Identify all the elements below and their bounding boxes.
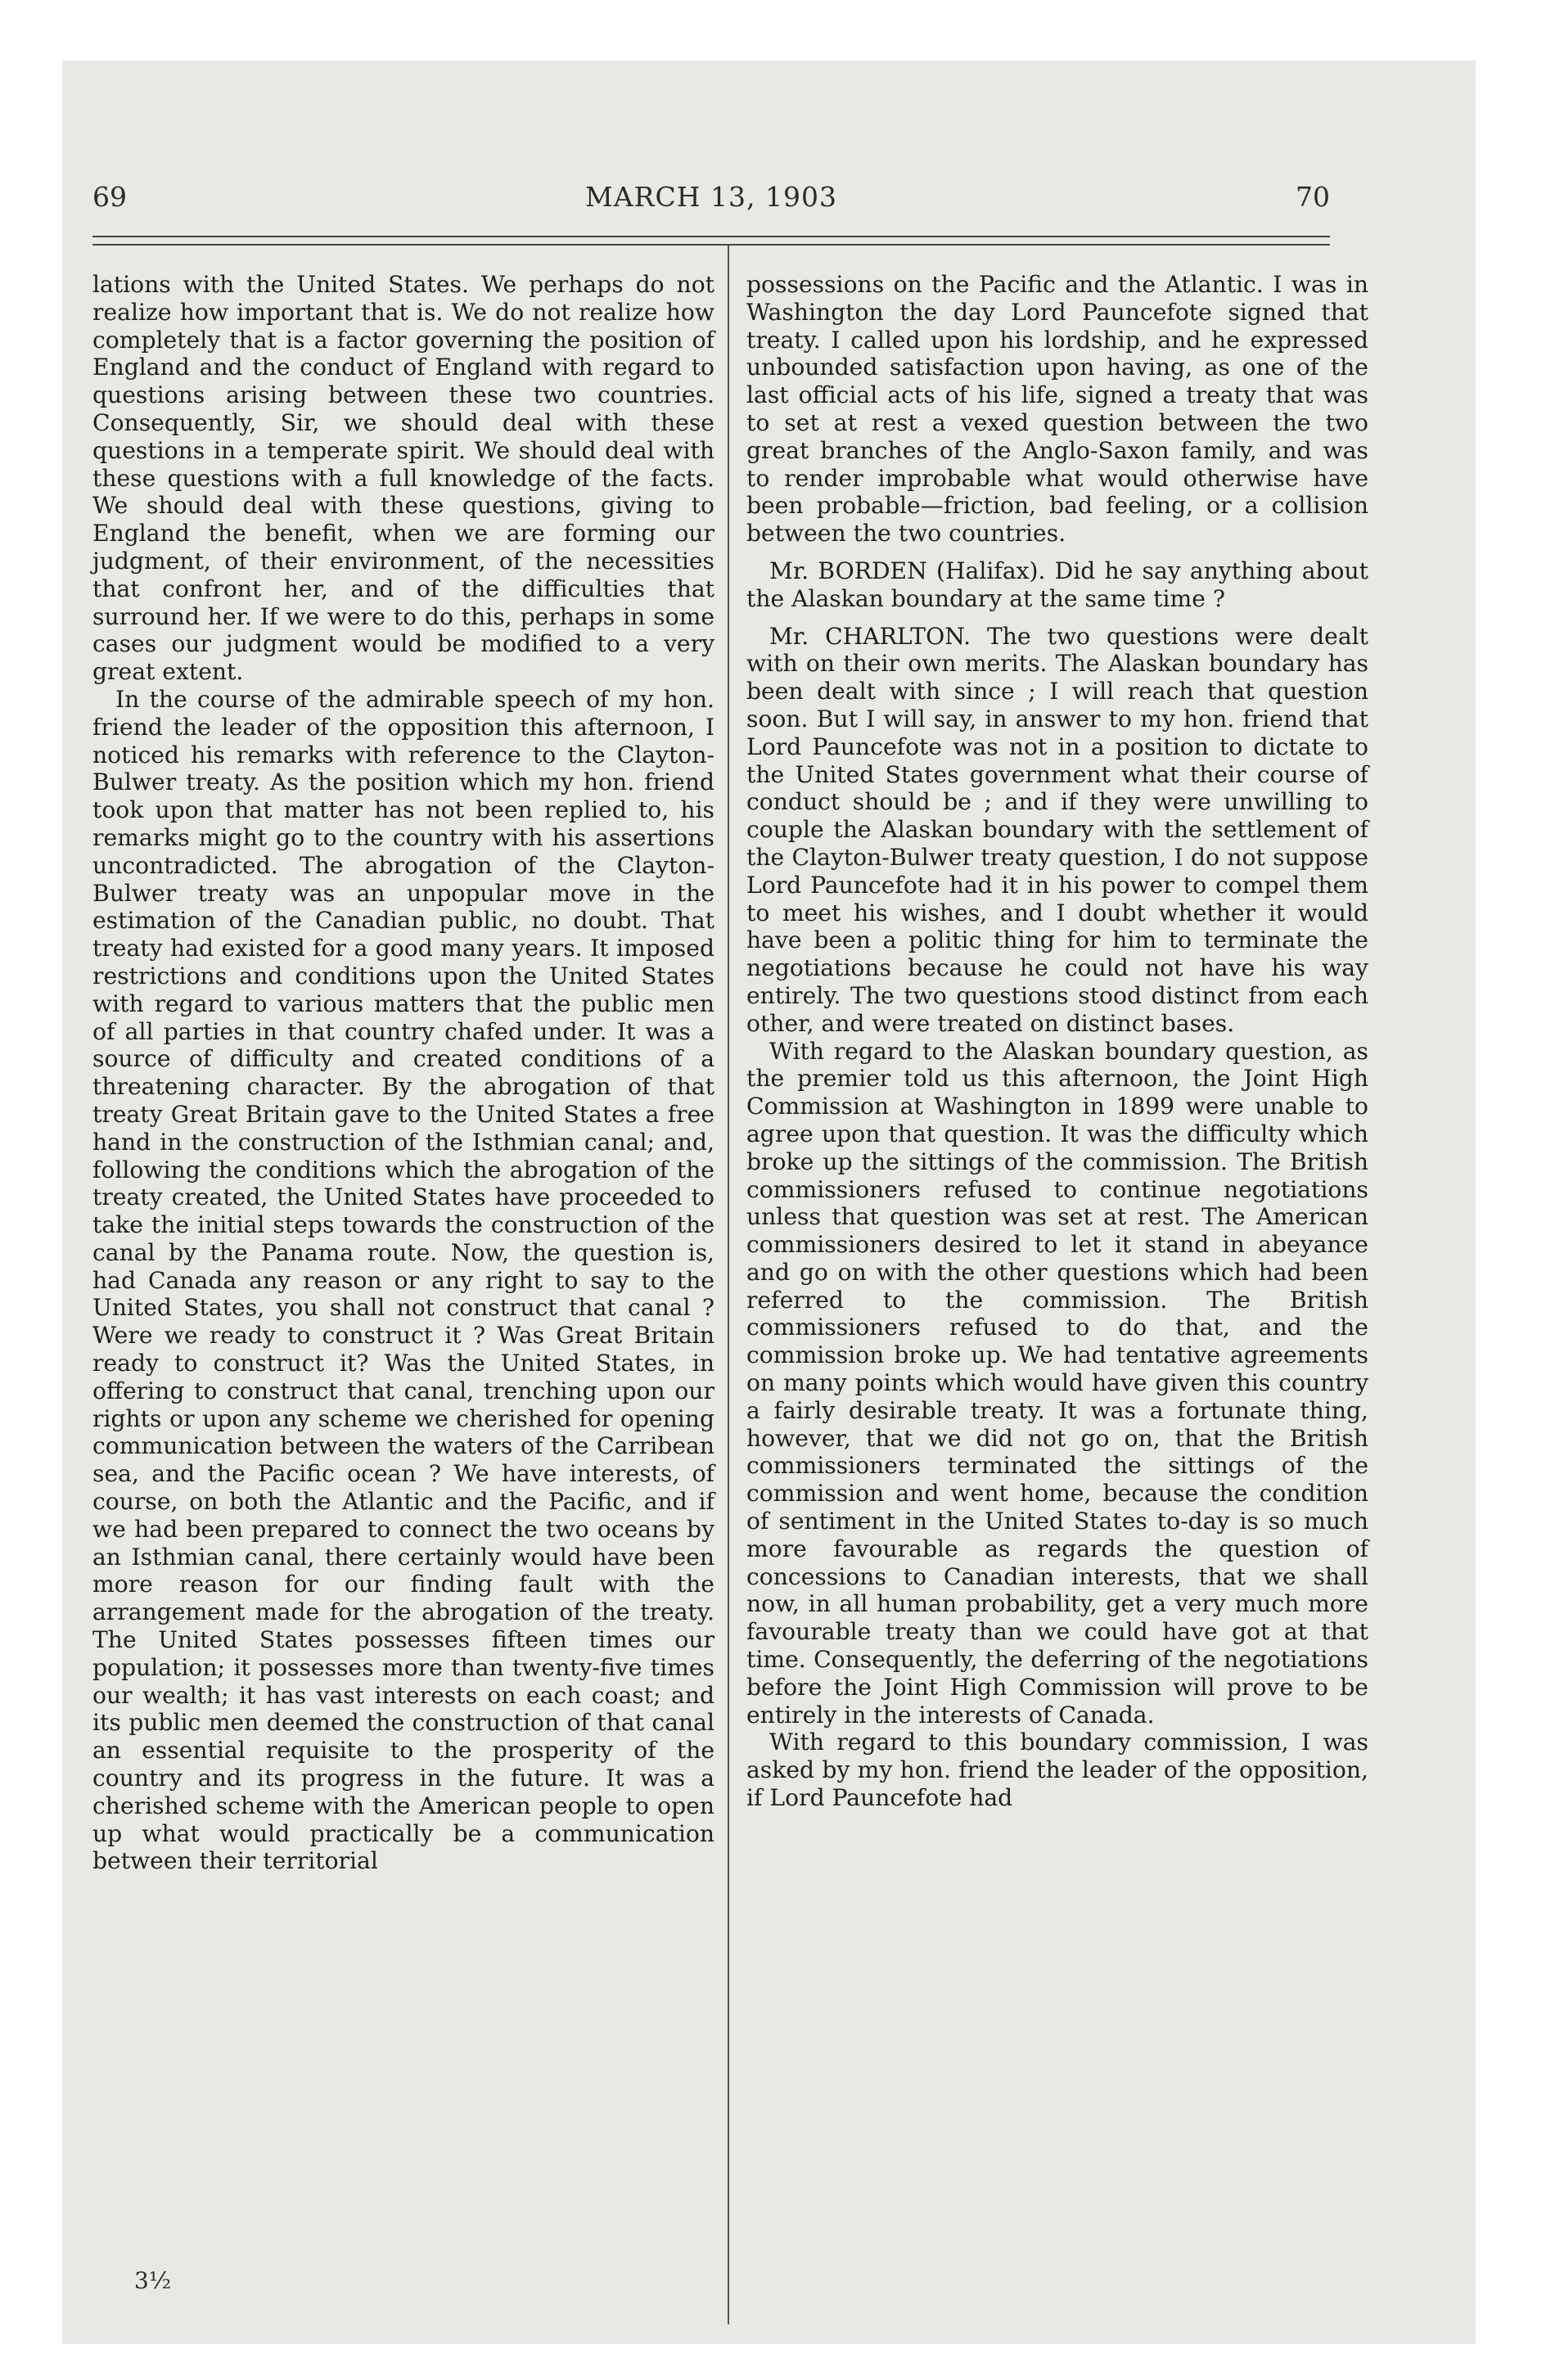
right-column — [746, 271, 1368, 1812]
right-paragraph: Mr. CHARLTON. The two questions were dealt with on their own merits. The Alaskan boundary has been dealt with since ; I will reach that question soon. But I will say, in answer to my hon. friend that Lord Pauncefote was not in a position to dictate to the United States government what their course of conduct should be ; and if they were unwilling to couple the Alaskan boundary with the settlement of the Clayton-Bulwer treaty question, I do not suppose Lord Pauncefote had it in his power to compel them to meet his wishes, and I doubt whether it would have been a politic thing for him to terminate the negotiations because he could not have his way entirely. The two questions stood distinct from each other, and were treated on distinct bases. — [746, 622, 1368, 1037]
left-paragraph: In the course of the admirable speech of my hon. friend the leader of the opposition this afternoon, I noticed his remarks with reference to the Clayton-Bulwer treaty. As the position which my hon. friend took upon that matter has not been replied to, his remarks might go to the country with his assertions uncontradicted. The abrogation of the Clayton-Bulwer treaty was an unpopular move in the estimation of the Canadian public, no doubt. That treaty had existed for a good many years. It imposed restrictions and conditions upon the United States with regard to various matters that the public men of all parties in that country chafed under. It was a source of difficulty and created conditions of a threatening character. By the abrogation of that treaty Great Britain gave to the United States a free hand in the construction of the Isthmian canal; and, following the conditions which the abrogation of the treaty created, the United States have proceeded to take the initial steps towards the construction of the canal by the Panama route. Now, the question is, had Canada any reason or any right to say to the United States, you shall not construct that canal ? Were we ready to construct it ? Was Great Britain ready to construct it? Was the United States, in offering to construct that canal, trenching upon our rights or upon any scheme we cherished for opening communication between the waters of the Carribean sea, and the Pacific ocean ? We have interests, of course, on both the Atlantic and the Pacific, and if we had been prepared to connect the two oceans by an Isthmian canal, there certainly would have been more reason for our finding fault with the arrangement made for the abrogation of the treaty. The United States possesses fifteen times our population; it possesses more than twenty-five times our wealth; it has vast interests on each coast; and its public men deemed the construction of that canal an essential requisite to the prosperity of the country and its progress in the future. It was a cherished scheme with the American people to open up what would practically be a communication between their territorial — [92, 685, 714, 1875]
column-divider — [728, 246, 729, 2324]
left-column — [92, 271, 714, 1875]
signature-mark: 3½ — [134, 2267, 171, 2294]
right-paragraph: Mr. BORDEN (Halifax). Did he say anything about the Alaskan boundary at the same time ? — [746, 557, 1368, 612]
right-paragraph: possessions on the Pacific and the Atlantic. I was in Washington the day Lord Pauncefote signed that treaty. I called upon his lordship, and he expressed unbounded satisfaction upon having, as one of the last official acts of his life, signed a treaty that was to set at rest a vexed question between the two great branches of the Anglo-Saxon family, and was to render improbable what would otherwise have been probable—friction, bad feeling, or a collision between the two countries. — [746, 271, 1368, 548]
left-page-number: 69 — [92, 181, 127, 213]
header-rule-bottom — [92, 244, 1330, 246]
right-page-number: 70 — [1296, 181, 1330, 213]
right-paragraph: With regard to this boundary commission, I was asked by my hon. friend the leader of the opposition, if Lord Pauncefote had — [746, 1729, 1368, 1812]
left-paragraph: lations with the United States. We perhaps do not realize how important that is. We do not realize how completely that is a factor governing the position of England and the conduct of England with regard to questions arising between these two countries. Consequently, Sir, we should deal with these questions in a temperate spirit. We should deal with these questions with a full knowledge of the facts. We should deal with these questions, giving to England the benefit, when we are forming our judgment, of their environment, of the necessities that confront her, and of the difficulties that surround her. If we were to do this, perhaps in some cases our judgment would be modified to a very great extent. — [92, 271, 714, 686]
right-paragraph: With regard to the Alaskan boundary question, as the premier told us this afternoon, the Joint High Commission at Washington in 1899 were unable to agree upon that question. It was the difficulty which broke up the sittings of the commission. The British commissioners refused to continue negotiations unless that question was set at rest. The American commissioners desired to let it stand in abeyance and go on with the other questions which had been referred to the commission. The British commissioners refused to do that, and the commission broke up. We had tentative agreements on many points which would have given this country a fairly desirable treaty. It was a fortunate thing, however, that we did not go on, that the British commissioners terminated the sittings of the commission and went home, because the condition of sentiment in the United States to-day is so much more favourable as regards the question of concessions to Canadian interests, that we shall now, in all human probability, get a very much more favourable treaty than we could have got at that time. Consequently, the deferring of the negotiations before the Joint High Commission will prove to be entirely in the interests of Canada. — [746, 1037, 1368, 1729]
header-rule-top — [92, 236, 1330, 237]
page-header — [92, 181, 1330, 222]
page-date: MARCH 13, 1903 — [585, 181, 837, 213]
